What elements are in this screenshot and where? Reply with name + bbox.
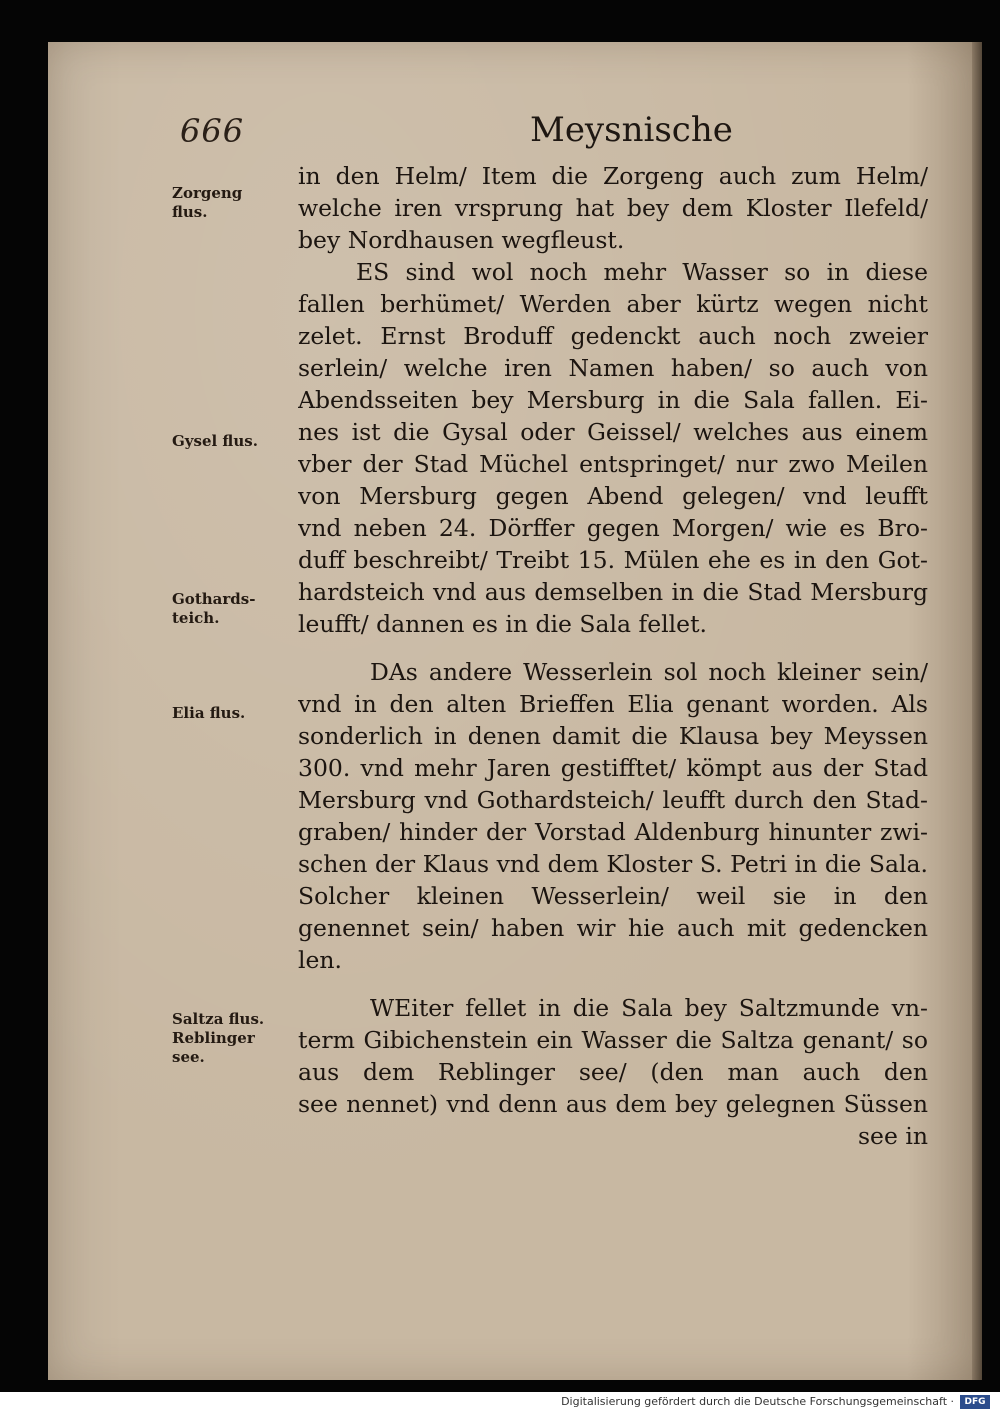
- text-line: von Mersburg gegen Abend gelegen/ vnd leufft: [298, 482, 928, 510]
- paragraph-gap: [298, 640, 928, 656]
- margin-note-line: Saltza flus.: [172, 1010, 265, 1028]
- margin-note-saltza: [172, 1010, 292, 1067]
- page-edge: [972, 42, 982, 1380]
- text-line: 300. vnd mehr Jaren gestifftet/ kömpt aus der Stad: [298, 754, 928, 782]
- text-line: Mersburg vnd Gothardsteich/ leufft durch den Stad-: [298, 786, 928, 814]
- text-line: serlein/ welche iren Namen haben/ so auch von: [298, 354, 928, 382]
- text-line: sonderlich in denen damit die Klausa bey Meyssen: [298, 722, 928, 750]
- running-head: Meysnische: [530, 110, 733, 150]
- text-line: vber der Stad Müchel entspringet/ nur zwo Meilen: [298, 450, 928, 478]
- margin-note-line: Gysel flus.: [172, 432, 258, 450]
- text-line: bey Nordhausen wegfleust.: [298, 226, 625, 254]
- text-line: in den Helm/ Item die Zorgeng auch zum Helm/: [298, 162, 928, 190]
- text-line: len.: [298, 946, 343, 974]
- text-line: genennet sein/ haben wir hie auch mit gedencken: [298, 914, 928, 942]
- text-line: see nennet) vnd denn aus dem bey gelegnen Süssen: [298, 1090, 928, 1118]
- text-line: zelet. Ernst Broduff gedenckt auch noch zweier: [298, 322, 928, 350]
- margin-note-zorgeng: [172, 184, 292, 222]
- text-line: ES sind wol noch mehr Wasser so in diese: [356, 258, 928, 286]
- text-line: fallen berhümet/ Werden aber kürtz wegen nicht: [298, 290, 928, 318]
- margin-note-line: Gothards-: [172, 590, 256, 608]
- text-line: vnd in den alten Brieffen Elia genant worden. Als: [298, 690, 928, 718]
- text-line: Abendsseiten bey Mersburg in die Sala fallen. Ei-: [298, 386, 928, 414]
- text-line: graben/ hinder der Vorstad Aldenburg hinunter zwi-: [298, 818, 928, 846]
- footer-credit: Digitalisierung gefördert durch die Deutsche Forschungsgemeinschaft ·: [561, 1395, 954, 1408]
- body-text: [298, 160, 928, 1152]
- text-line: vnd neben 24. Dörffer gegen Morgen/ wie es Bro-: [298, 514, 928, 542]
- catchword: see in: [858, 1122, 928, 1150]
- margin-note-line: flus.: [172, 203, 208, 221]
- footer-bar: [0, 1392, 1000, 1412]
- text-line: Solcher kleinen Wesserlein/ weil sie in den: [298, 882, 928, 910]
- margin-note-line: Zorgeng: [172, 184, 243, 202]
- text-line: WEiter fellet in die Sala bey Saltzmunde vn-: [370, 994, 928, 1022]
- text-line: term Gibichenstein ein Wasser die Saltza genant/ so: [298, 1026, 928, 1054]
- text-line: hardsteich vnd aus demselben in die Stad Mersburg: [298, 578, 928, 606]
- margin-note-line: Elia flus.: [172, 704, 246, 722]
- margin-note-line: see.: [172, 1048, 205, 1066]
- page-number: 666: [180, 112, 245, 150]
- margin-note-line: teich.: [172, 609, 220, 627]
- margin-note-line: Reblinger: [172, 1029, 255, 1047]
- dfg-logo: DFG: [960, 1395, 990, 1409]
- text-line: schen der Klaus vnd dem Kloster S. Petri in die Sala.: [298, 850, 928, 878]
- text-line: DAs andere Wesserlein sol noch kleiner sein/: [370, 658, 928, 686]
- text-line: nes ist die Gysal oder Geissel/ welches aus einem: [298, 418, 928, 446]
- text-line: welche iren vrsprung hat bey dem Kloster Ilefeld/: [298, 194, 928, 222]
- text-line: leufft/ dannen es in die Sala fellet.: [298, 610, 707, 638]
- text-line: aus dem Reblinger see/ (den man auch den: [298, 1058, 928, 1086]
- margin-note-elia: [172, 704, 292, 723]
- paragraph-gap: [298, 976, 928, 992]
- text-line: duff beschreibt/ Treibt 15. Mülen ehe es in den Got-: [298, 546, 928, 574]
- margin-note-gysel: [172, 432, 292, 451]
- margin-note-gothardsteich: [172, 590, 292, 628]
